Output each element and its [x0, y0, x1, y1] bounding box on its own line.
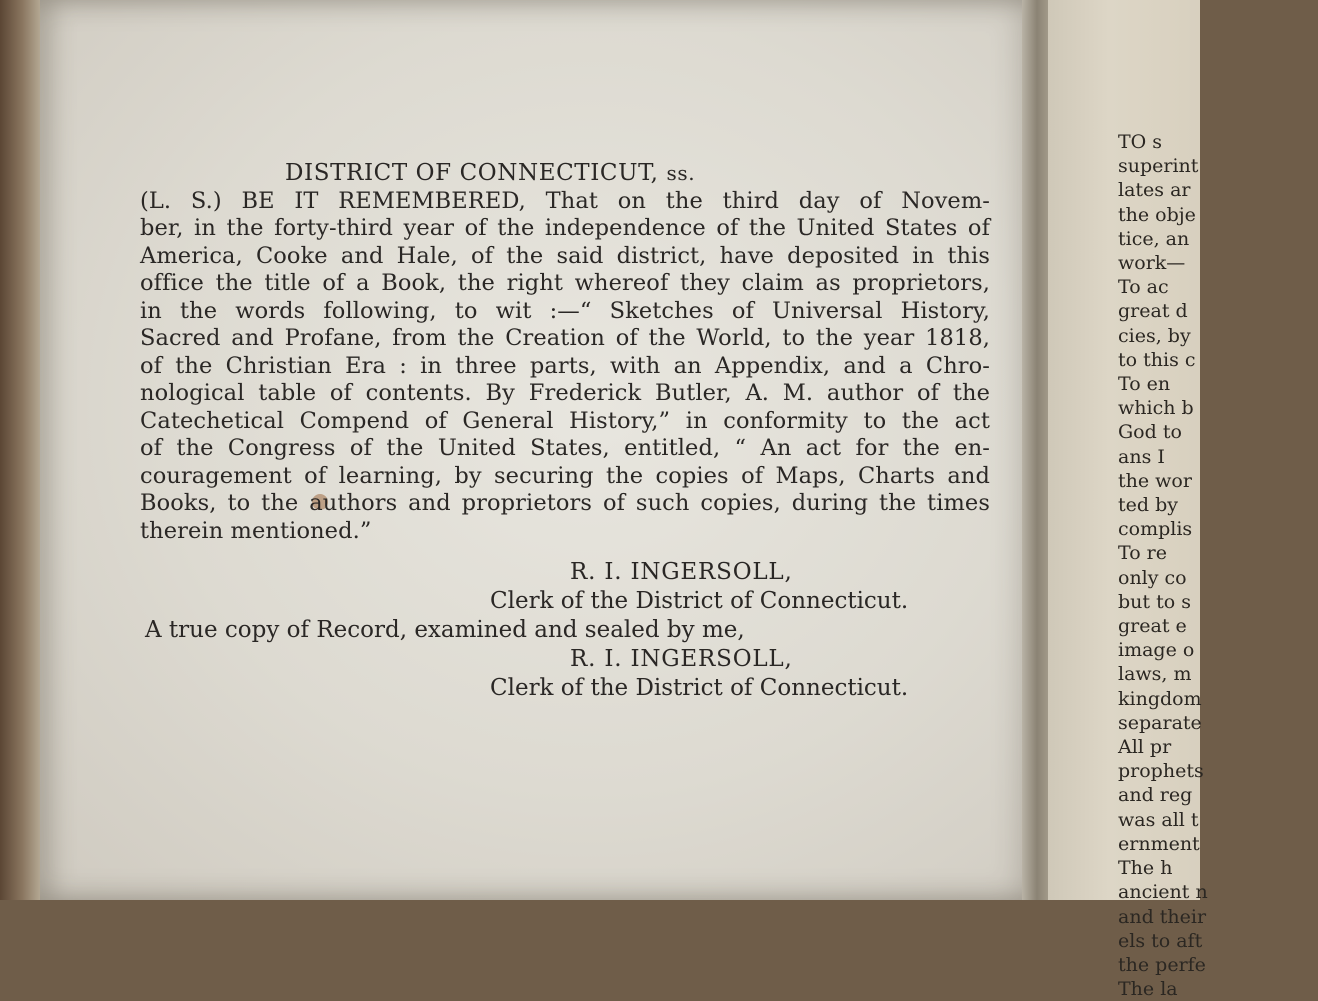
right-page-line: ted by	[1118, 494, 1178, 517]
right-page-line: To re	[1118, 542, 1168, 565]
signature-name: R. I. INGERSOLL,	[570, 559, 793, 585]
right-page-line: was all t	[1118, 808, 1199, 831]
signature-title: Clerk of the District of Connecticut.	[490, 675, 909, 701]
right-page-line: image o	[1118, 639, 1195, 662]
right-page-line: laws, m	[1118, 663, 1192, 686]
district-heading-main: DISTRICT OF CONNECTICUT,	[285, 160, 659, 186]
body-line: of the Congress of the United States, entitled, “ An act for the en-	[140, 435, 990, 461]
body-line: (L. S.) BE IT REMEMBERED, That on the third day of Novem-	[140, 187, 990, 214]
right-page-line: great e	[1118, 615, 1187, 638]
right-page-line: complis	[1118, 518, 1193, 541]
body-line: office the title of a Book, the right whereof they claim as proprietors,	[140, 270, 990, 296]
right-page-line: The la	[1118, 978, 1178, 1001]
right-page-line: All pr	[1118, 736, 1172, 759]
right-page-line: To ac	[1118, 276, 1169, 299]
body-line: nological table of contents. By Frederick Butler, A. M. author of the	[140, 380, 990, 406]
right-page-line: To en	[1118, 373, 1171, 396]
body-line: couragement of learning, by securing the copies of Maps, Charts and	[140, 462, 990, 489]
body-line: of the Christian Era : in three parts, with an Appendix, and a Chro-	[140, 352, 990, 379]
right-page-line: cies, by	[1118, 324, 1191, 347]
district-heading	[140, 160, 990, 188]
attestation-line: A true copy of Record, examined and sealed by me,	[145, 617, 745, 643]
copyright-notice	[140, 160, 990, 545]
right-page-line: work—	[1118, 252, 1186, 275]
right-page-line: God to	[1118, 421, 1182, 444]
body-line: Sacred and Profane, from the Creation of the World, to the year 1818,	[140, 325, 990, 351]
district-heading-ss: ss.	[666, 161, 696, 185]
right-page-line: but to s	[1118, 590, 1191, 613]
right-page-line: which b	[1118, 397, 1194, 420]
right-page-line: prophets	[1118, 760, 1204, 783]
signature-name: R. I. INGERSOLL,	[570, 646, 793, 672]
right-page-line: ernment	[1118, 832, 1200, 855]
right-page-line: separate	[1118, 711, 1202, 734]
right-page-line: the wor	[1118, 469, 1192, 492]
right-page-line: kingdom	[1118, 687, 1202, 710]
right-page-line: great d	[1118, 300, 1188, 323]
right-page-line: and reg	[1118, 784, 1193, 807]
right-page-line: The h	[1118, 857, 1173, 880]
body-line: ber, in the forty-third year of the independence of the United States of	[140, 215, 990, 241]
right-page-line: TO s	[1118, 131, 1163, 153]
signature-block	[140, 558, 990, 703]
right-page-line: superint	[1118, 155, 1199, 178]
body-line: therein mentioned.”	[140, 517, 372, 544]
body-line: America, Cooke and Hale, of the said district, have deposited in this	[140, 242, 990, 269]
right-page-line: ans I	[1118, 445, 1165, 468]
right-page-line: lates ar	[1118, 179, 1191, 202]
right-page-line: to this c	[1118, 348, 1196, 371]
right-page-text	[1118, 130, 1318, 1001]
body-line: Books, to the authors and proprietors of such copies, during the times	[140, 490, 990, 516]
right-page-line: the obje	[1118, 203, 1196, 226]
right-page-line: els to aft	[1118, 929, 1203, 952]
body-line: in the words following, to wit :—“ Sketches of Universal History,	[140, 297, 990, 324]
right-page-line: only co	[1118, 566, 1187, 589]
right-page-line: the perfe	[1118, 953, 1206, 976]
signature-title: Clerk of the District of Connecticut.	[490, 588, 909, 614]
right-page-line: and their	[1118, 905, 1207, 928]
body-line: Catechetical Compend of General History,” in conformity to the act	[140, 407, 990, 434]
right-page-line: ancient n	[1118, 881, 1208, 904]
right-page-line: tice, an	[1118, 227, 1190, 250]
right-page	[1048, 0, 1208, 1001]
